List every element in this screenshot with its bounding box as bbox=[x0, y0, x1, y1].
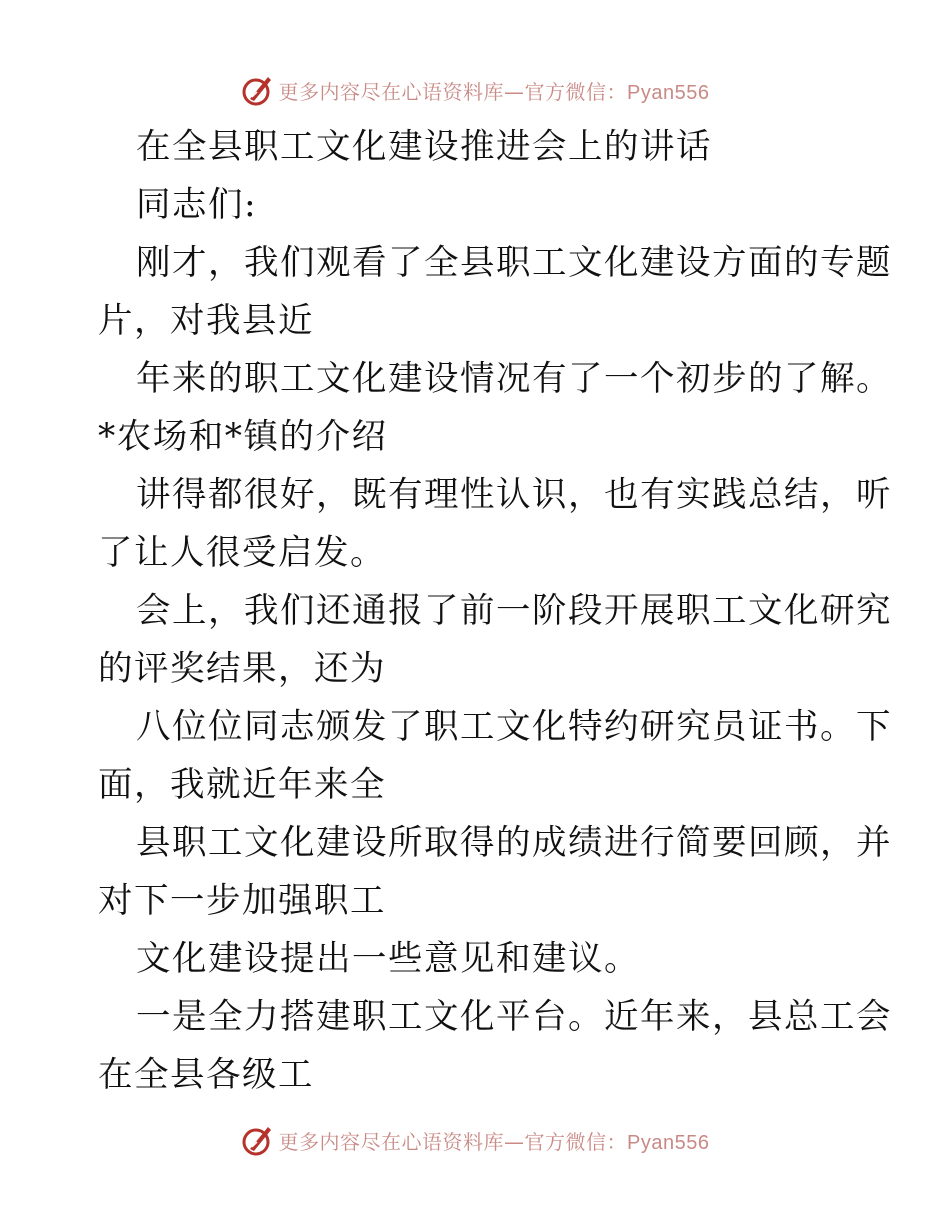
document-body bbox=[98, 118, 892, 1104]
paragraph-line: 刚才，我们观看了全县职工文化建设方面的专题 bbox=[136, 243, 892, 283]
paragraph-line: 片，对我县近 bbox=[98, 301, 314, 341]
paragraph-line: 同志们: bbox=[136, 185, 258, 225]
footer-banner-text: 更多内容尽在心语资料库—官方微信：Pyan556 bbox=[278, 1129, 710, 1154]
paragraph-line: 文化建设提出一些意见和建议。 bbox=[136, 939, 640, 979]
paragraph-line: 会上，我们还通报了前一阶段开展职工文化研究 bbox=[136, 591, 892, 631]
footer-banner bbox=[0, 1120, 950, 1160]
paragraph-line: 一是全力搭建职工文化平台。近年来，县总工会 bbox=[136, 997, 892, 1037]
paragraph-line: 对下一步加强职工 bbox=[98, 881, 386, 921]
header-wechat-id: Pyan556 bbox=[627, 81, 710, 104]
document-title: 在全县职工文化建设推进会上的讲话 bbox=[136, 127, 712, 167]
quill-pen-logo-icon bbox=[241, 1123, 275, 1157]
paragraph-line: *农场和*镇的介绍 bbox=[98, 417, 388, 457]
paragraph-line: 讲得都很好，既有理性认识，也有实践总结，听 bbox=[136, 475, 892, 515]
footer-wechat-id: Pyan556 bbox=[627, 1131, 710, 1154]
paragraph-line: 了让人很受启发。 bbox=[98, 533, 386, 573]
header-banner-text: 更多内容尽在心语资料库—官方微信：Pyan556 bbox=[278, 79, 710, 104]
quill-pen-logo-icon bbox=[241, 73, 275, 107]
paragraph-line: 在全县各级工 bbox=[98, 1055, 314, 1095]
paragraph-line: 县职工文化建设所取得的成绩进行简要回顾，并 bbox=[136, 823, 892, 863]
header-banner bbox=[0, 70, 950, 110]
paragraph-line: 面，我就近年来全 bbox=[98, 765, 386, 805]
paragraph-line: 的评奖结果，还为 bbox=[98, 649, 386, 689]
paragraph-line: 年来的职工文化建设情况有了一个初步的了解。 bbox=[136, 359, 892, 399]
paragraph-line: 八位位同志颁发了职工文化特约研究员证书。下 bbox=[136, 707, 892, 747]
